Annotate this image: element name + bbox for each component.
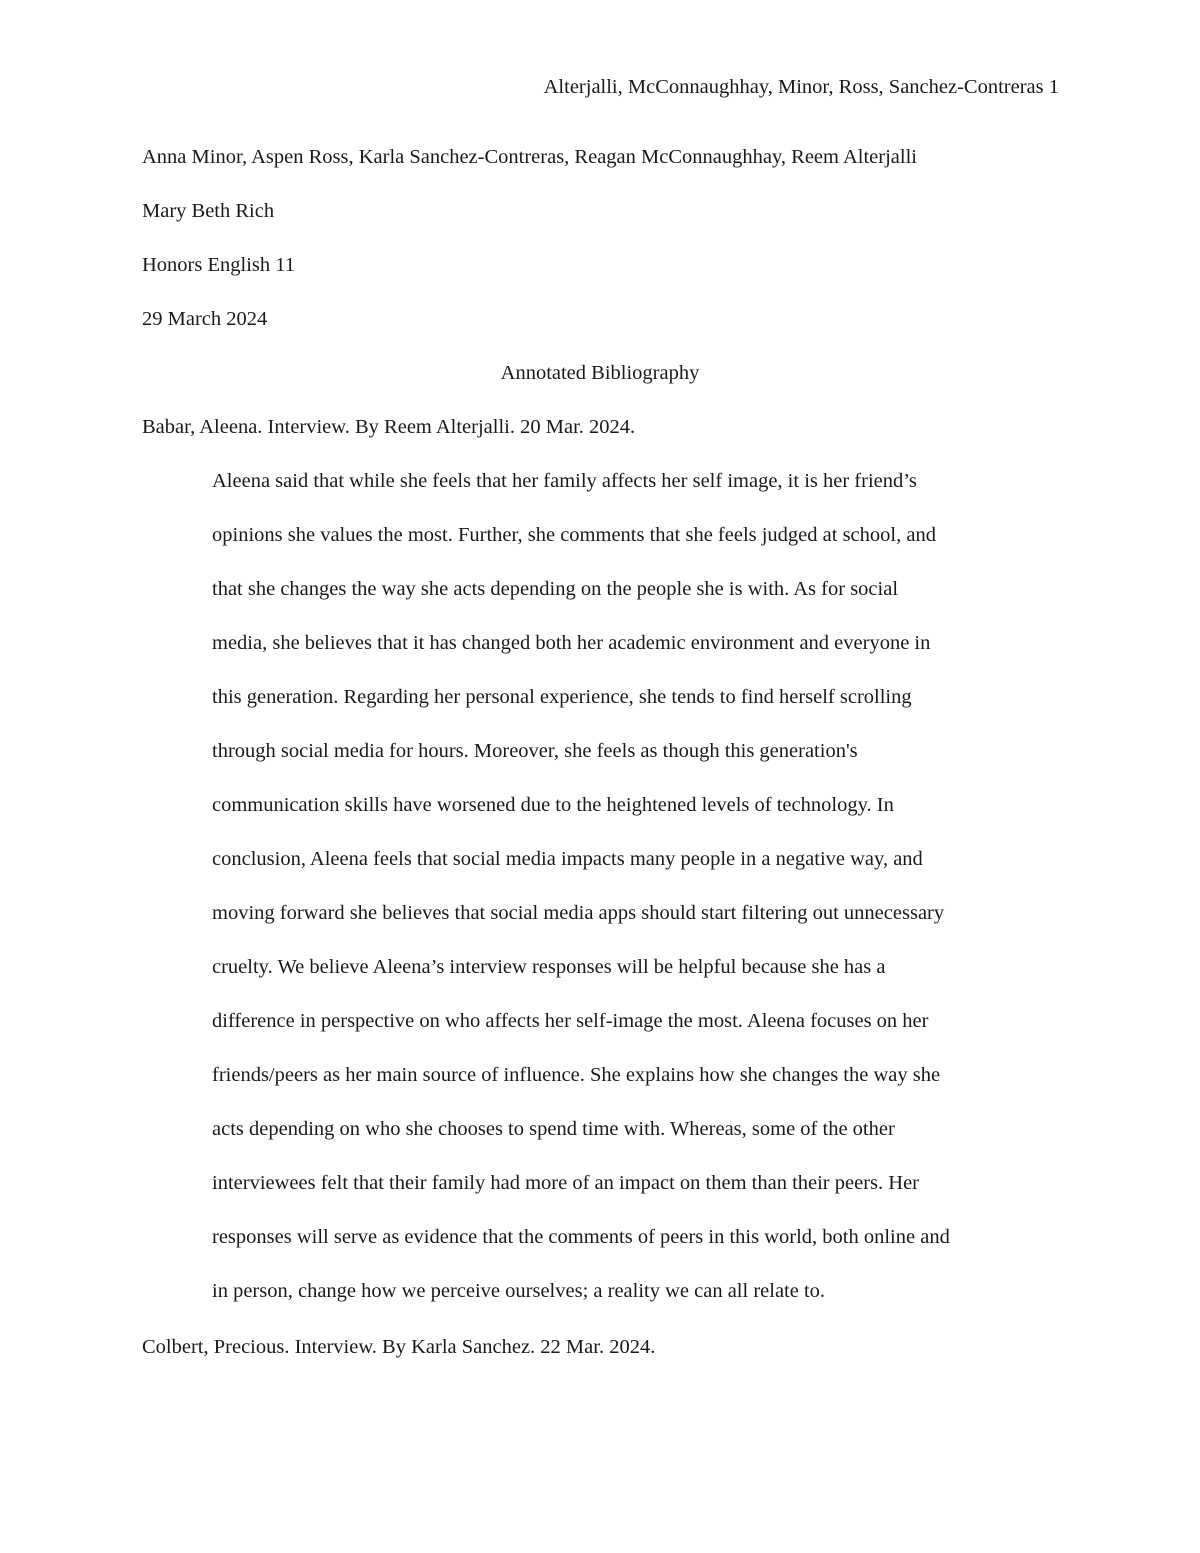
annotation-line: responses will serve as evidence that the comments of peers in this world, both online and — [212, 1226, 950, 1248]
annotation-line: friends/peers as her main source of influence. She explains how she changes the way she — [212, 1064, 941, 1086]
authors-line: Anna Minor, Aspen Ross, Karla Sanchez-Contreras, Reagan McConnaughhay, Reem Alterjalli — [142, 146, 917, 168]
annotation-line: opinions she values the most. Further, she comments that she feels judged at school, and — [212, 524, 936, 546]
annotation-line: acts depending on who she chooses to spend time with. Whereas, some of the other — [212, 1118, 895, 1140]
annotation-line: media, she believes that it has changed both her academic environment and everyone in — [212, 632, 931, 654]
course-line: Honors English 11 — [142, 254, 295, 276]
annotation-paragraph — [212, 467, 1072, 1331]
annotation-line: moving forward she believes that social media apps should start filtering out unnecessary — [212, 902, 945, 924]
annotation-line: difference in perspective on who affects her self-image the most. Aleena focuses on her — [212, 1010, 929, 1032]
annotation-line: communication skills have worsened due to the heightened levels of technology. In — [212, 794, 894, 816]
annotation-line: this generation. Regarding her personal experience, she tends to find herself scrolling — [212, 686, 912, 708]
annotation-line: through social media for hours. Moreover, she feels as though this generation's — [212, 740, 858, 762]
date-line: 29 March 2024 — [142, 308, 268, 330]
document-title: Annotated Bibliography — [500, 362, 700, 384]
annotation-line: cruelty. We believe Aleena’s interview responses will be helpful because she has a — [212, 956, 886, 978]
annotation-line: that she changes the way she acts depending on the people she is with. As for social — [212, 578, 899, 600]
annotation-line: interviewees felt that their family had more of an impact on them than their peers. Her — [212, 1172, 919, 1194]
annotation-line: in person, change how we perceive ourselves; a reality we can all relate to. — [212, 1280, 826, 1302]
citation-entry-2: Colbert, Precious. Interview. By Karla Sanchez. 22 Mar. 2024. — [142, 1336, 656, 1358]
instructor-line: Mary Beth Rich — [142, 200, 275, 222]
running-header: Alterjalli, McConnaughhay, Minor, Ross, Sanchez-Contreras 1 — [543, 76, 1059, 98]
annotation-line: Aleena said that while she feels that her family affects her self image, it is her friend’s — [212, 470, 917, 492]
citation-entry-1: Babar, Aleena. Interview. By Reem Alterjalli. 20 Mar. 2024. — [142, 416, 636, 438]
annotation-line: conclusion, Aleena feels that social media impacts many people in a negative way, and — [212, 848, 923, 870]
